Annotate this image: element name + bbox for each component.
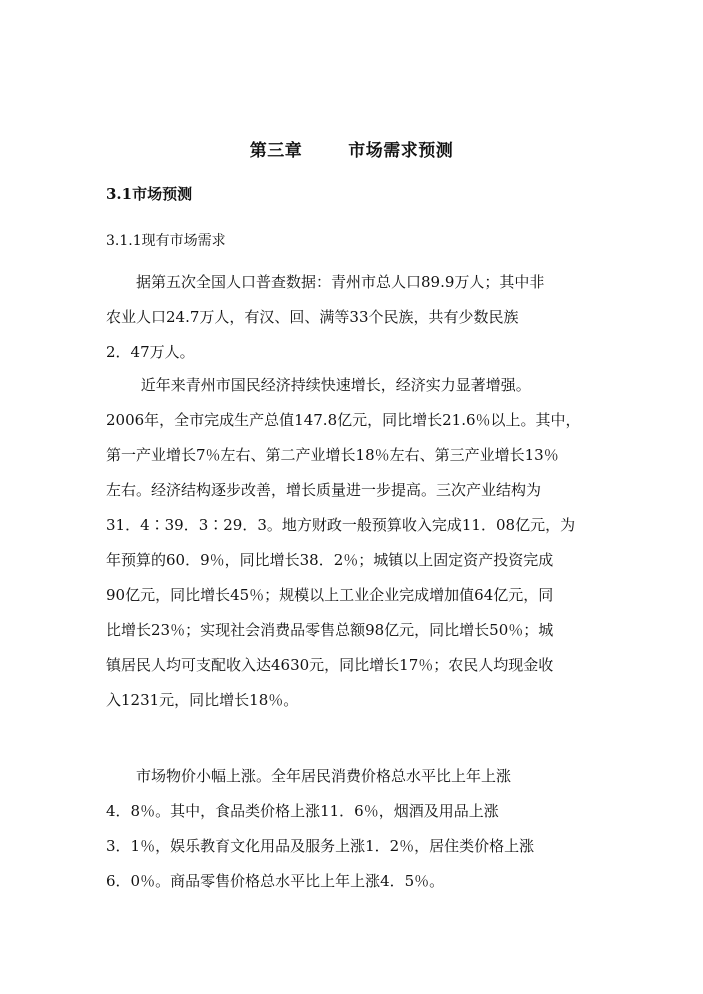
- paragraph-line: 2006年，全市完成生产总值147.8亿元，同比增长21.6％以上。其中，: [106, 411, 581, 429]
- paragraph-line: 比增长23％；实现社会消费品零售总额98亿元，同比增长50％；城: [106, 621, 554, 639]
- paragraph-line: 镇居民人均可支配收入达4630元，同比增长17％；农民人均现金收: [106, 656, 554, 674]
- paragraph-line: 3．1％，娱乐教育文化用品及服务上涨1．2％，居住类价格上涨: [106, 837, 535, 855]
- paragraph-line: 市场物价小幅上涨。全年居民消费价格总水平比上年上涨: [106, 767, 512, 785]
- paragraph-line: 6．0％。商品零售价格总水平比上年上涨4．5％。: [106, 872, 445, 890]
- paragraph-line: 据第五次全国人口普查数据：青州市总人口89.9万人；其中非: [106, 273, 545, 291]
- paragraph-line: 左右。经济结构逐步改善，增长质量进一步提高。三次产业结构为: [106, 481, 542, 499]
- subsection-heading: 3.1.1现有市场需求: [106, 233, 226, 249]
- chapter-number: 第三章: [249, 141, 303, 161]
- paragraph-line: 31．4∶39．3∶29．3。地方财政一般预算收入完成11．08亿元，为: [106, 516, 576, 534]
- section-heading: 3.1市场预测: [106, 185, 193, 203]
- paragraph-line: 入1231元，同比增长18％。: [106, 691, 299, 709]
- paragraph-population: [106, 265, 602, 370]
- paragraph-economy: [106, 368, 602, 718]
- paragraph-line: 90亿元，同比增长45％；规模以上工业企业完成增加值64亿元，同: [106, 586, 554, 604]
- paragraph-line: 近年来青州市国民经济持续快速增长，经济实力显著增强。: [106, 376, 531, 394]
- paragraph-line: 第一产业增长7％左右、第二产业增长18％左右、第三产业增长13％: [106, 446, 559, 464]
- paragraph-prices: [106, 759, 602, 899]
- paragraph-line: 2．47万人。: [106, 343, 195, 361]
- paragraph-line: 农业人口24.7万人，有汉、回、满等33个民族，共有少数民族: [106, 308, 519, 326]
- chapter-title: [0, 136, 703, 161]
- chapter-name: 市场需求预测: [348, 141, 454, 161]
- paragraph-line: 4．8％。其中，食品类价格上涨11．6％，烟酒及用品上涨: [106, 802, 499, 820]
- paragraph-line: 年预算的60．9％，同比增长38．2％；城镇以上固定资产投资完成: [106, 551, 554, 569]
